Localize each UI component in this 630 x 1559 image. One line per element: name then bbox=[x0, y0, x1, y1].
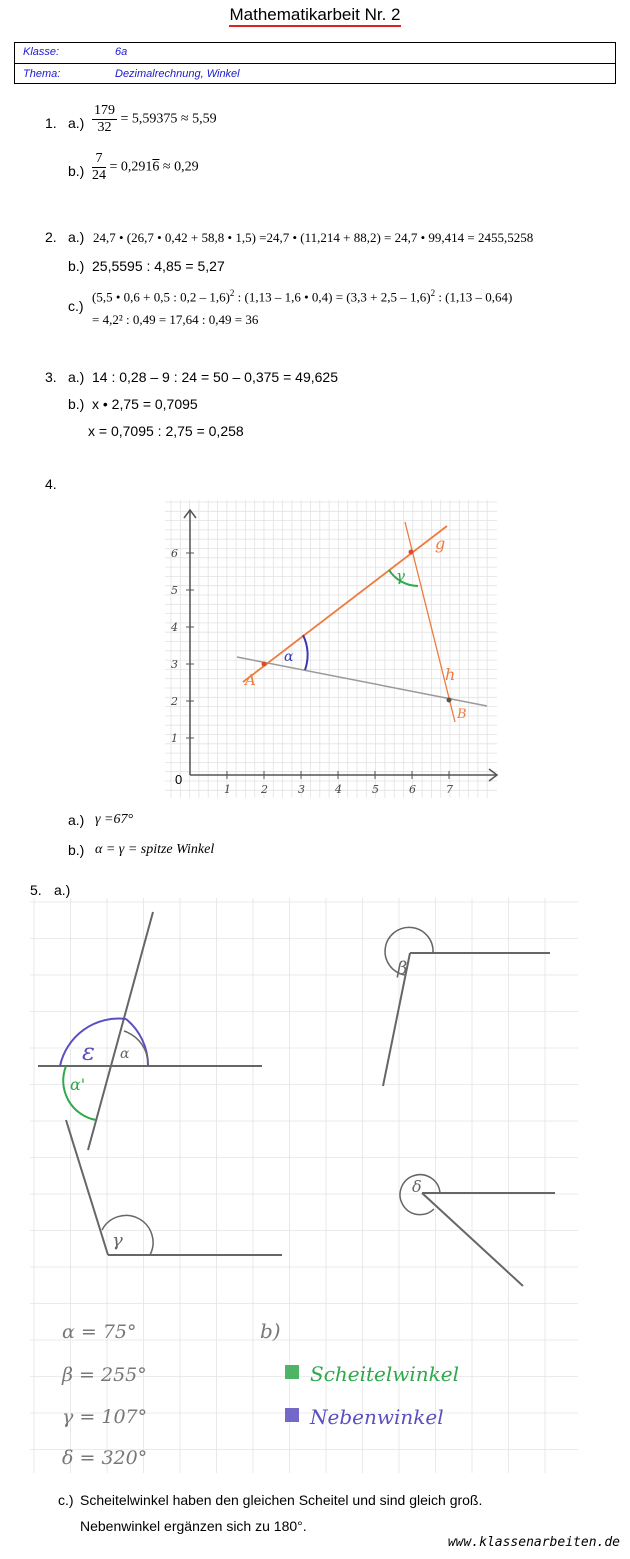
label-gamma: γ bbox=[396, 567, 405, 585]
task2-c-line1 bbox=[92, 288, 512, 305]
alpha-arc bbox=[303, 635, 308, 670]
klasse-label: Klasse: bbox=[23, 46, 60, 58]
label-b: B bbox=[457, 707, 467, 722]
value-gamma: γ = 107° bbox=[62, 1406, 148, 1428]
task1-b-result-pre: = 0,291 bbox=[109, 159, 153, 175]
origin-label: 0 bbox=[175, 772, 183, 787]
task2-number: 2. bbox=[45, 229, 57, 245]
label-a: A bbox=[245, 671, 256, 689]
y-tick-label: 2 bbox=[171, 695, 178, 708]
thema-value: Dezimalrechnung, Winkel bbox=[115, 68, 240, 80]
frac-denominator: 24 bbox=[92, 168, 106, 183]
y-tick-label: 4 bbox=[171, 621, 178, 634]
task5-c-text2: Nebenwinkel ergänzen sich zu 180°. bbox=[80, 1518, 307, 1534]
task2-a-expression: 24,7 • (26,7 • 0,42 + 58,8 • 1,5) =24,7 • (11,214 + 88,2) = 24,7 • 99,414 = 2455,5258 bbox=[93, 230, 534, 245]
y-tick-label: 1 bbox=[171, 732, 178, 745]
label-g: g bbox=[435, 534, 446, 553]
label-epsilon: ε bbox=[82, 1038, 95, 1066]
task2-c-part3: : (1,13 – 0,64) bbox=[435, 289, 513, 305]
task2-b-expression: 25,5595 : 4,85 = 5,27 bbox=[92, 258, 225, 274]
task4-a-expression: γ =67° bbox=[95, 812, 134, 827]
frac-denominator: 32 bbox=[97, 120, 112, 135]
label-beta: β bbox=[397, 958, 408, 979]
label-alpha: α bbox=[284, 649, 294, 665]
label-gamma: γ bbox=[112, 1230, 123, 1251]
task4-b-expression: α = γ = spitze Winkel bbox=[95, 842, 215, 857]
task4-a-label: a.) bbox=[68, 812, 85, 828]
graph-grid bbox=[165, 500, 497, 798]
exponent: 2 bbox=[229, 288, 235, 298]
y-tick-label: 3 bbox=[171, 658, 178, 671]
beta-arc bbox=[385, 927, 433, 975]
gamma-arc bbox=[102, 1215, 153, 1255]
task1-a-label: a.) bbox=[68, 115, 85, 131]
frac-numerator: 179 bbox=[94, 103, 115, 118]
task1-a-result: = 5,59375 ≈ 5,59 bbox=[120, 111, 217, 127]
klasse-value: 6a bbox=[115, 46, 128, 58]
task1-number: 1. bbox=[45, 115, 57, 131]
task1-b-expression bbox=[92, 151, 199, 184]
legend-scheitelwinkel: Scheitelwinkel bbox=[310, 1362, 460, 1386]
task3-b-expression2: x = 0,7095 : 2,75 = 0,258 bbox=[88, 423, 244, 439]
point-a bbox=[262, 662, 267, 667]
exponent: 2 bbox=[430, 288, 436, 298]
x-tick-label: 4 bbox=[335, 783, 342, 796]
legend-swatch-scheitel bbox=[285, 1365, 299, 1379]
point-b bbox=[447, 698, 452, 703]
task2-a-label: a.) bbox=[68, 229, 85, 245]
task2-c-part1: (5,5 • 0,6 + 0,5 : 0,2 – 1,6) bbox=[92, 289, 230, 305]
task2-c-line2: = 4,2² : 0,49 = 17,64 : 0,49 = 36 bbox=[92, 312, 259, 327]
value-delta: δ = 320° bbox=[62, 1447, 148, 1469]
task5-number: 5. bbox=[30, 882, 42, 898]
x-tick-label: 3 bbox=[298, 783, 305, 796]
label-alpha-prime: α' bbox=[70, 1075, 86, 1094]
label-alpha: α bbox=[120, 1046, 130, 1062]
x-tick-label: 6 bbox=[409, 783, 416, 796]
legend-nebenwinkel: Nebenwinkel bbox=[310, 1405, 444, 1429]
task5-b-label: b) bbox=[260, 1319, 281, 1343]
x-tick-label: 2 bbox=[261, 783, 268, 796]
x-tick-label: 1 bbox=[224, 783, 231, 796]
value-beta: β = 255° bbox=[62, 1364, 147, 1386]
watermark: www.klassenarbeiten.de bbox=[447, 1535, 620, 1550]
task5-a-label: a.) bbox=[54, 882, 71, 898]
task5-c-text1: Scheitelwinkel haben den gleichen Scheitel und sind gleich groß. bbox=[80, 1492, 483, 1508]
task4-b-label: b.) bbox=[68, 842, 85, 858]
task5-c-label: c.) bbox=[58, 1492, 74, 1508]
info-box bbox=[14, 42, 616, 84]
point-c bbox=[409, 550, 414, 555]
task5-angle-sheet bbox=[30, 898, 580, 1473]
info-divider bbox=[15, 63, 615, 64]
task1-a-expression bbox=[92, 103, 217, 136]
task3-b-expression: x • 2,75 = 0,7095 bbox=[92, 396, 198, 412]
x-tick-label: 5 bbox=[372, 783, 379, 796]
y-tick-label: 6 bbox=[171, 547, 178, 560]
task1-b-result-post: ≈ 0,29 bbox=[159, 159, 199, 175]
thema-label: Thema: bbox=[23, 68, 61, 80]
task3-a-label: a.) bbox=[68, 369, 85, 385]
value-alpha: α = 75° bbox=[62, 1321, 137, 1343]
page-title: Mathematikarbeit Nr. 2 bbox=[0, 5, 630, 25]
task2-c-part2: : (1,13 – 1,6 • 0,4) = (3,3 + 2,5 – 1,6) bbox=[234, 289, 431, 305]
task4-number: 4. bbox=[45, 476, 57, 492]
label-h: h bbox=[445, 665, 456, 684]
x-tick-label: 7 bbox=[446, 783, 453, 796]
label-delta: δ bbox=[412, 1177, 422, 1196]
task4-coordinate-graph bbox=[165, 500, 500, 800]
task3-b-label: b.) bbox=[68, 396, 85, 412]
fig4-oblique-line bbox=[422, 1193, 523, 1286]
sheet-grid bbox=[30, 898, 578, 1473]
legend-swatch-neben bbox=[285, 1408, 299, 1422]
task2-b-label: b.) bbox=[68, 258, 85, 274]
y-tick-label: 5 bbox=[171, 584, 178, 597]
task1-b-period: 6 bbox=[152, 159, 160, 175]
task3-a-expression: 14 : 0,28 – 9 : 24 = 50 – 0,375 = 49,625 bbox=[92, 369, 338, 385]
task3-number: 3. bbox=[45, 369, 57, 385]
frac-numerator: 7 bbox=[92, 151, 106, 168]
task1-b-label: b.) bbox=[68, 163, 85, 179]
fig2-oblique-line bbox=[66, 1120, 108, 1255]
task2-c-label: c.) bbox=[68, 298, 84, 314]
